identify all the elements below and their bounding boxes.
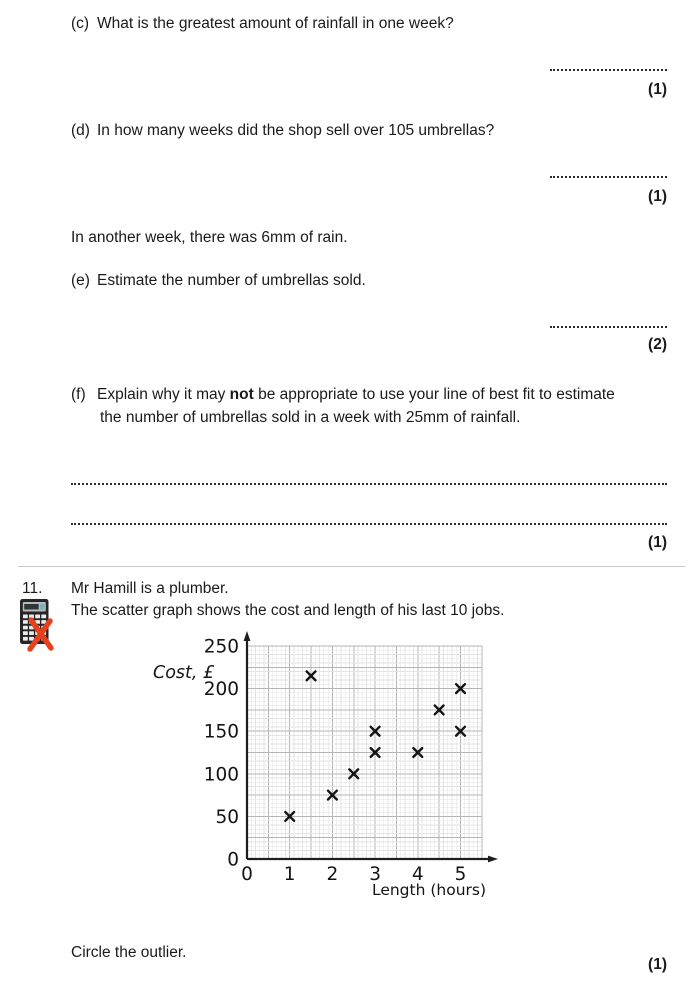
answer-line-d [550,166,667,178]
question-f-text-bold: not [229,386,254,403]
svg-text:4: 4 [411,864,424,885]
answer-line-e [550,316,667,328]
note-text: In another week, there was 6mm of rain. [71,229,348,246]
question-e-label: (e) [71,272,90,289]
question-f-line1 [71,384,671,407]
svg-text:50: 50 [215,806,239,828]
marks-11: (1) [648,956,667,973]
svg-text:0: 0 [227,849,239,871]
marks-f: (1) [648,534,667,551]
calculator-display [24,604,39,610]
question-f [71,384,671,429]
question-d-text: In how many weeks did the shop sell over 105 umbrellas? [97,122,495,139]
svg-text:200: 200 [203,679,239,701]
answer-line-c [550,59,667,71]
question-d-label: (d) [71,122,90,139]
question-11-intro-line1: Mr Hamill is a plumber. [71,580,229,597]
question-f-line2: the number of umbrellas sold in a week with 25mm of rainfall. [100,408,521,426]
question-11-intro-line2: The scatter graph shows the cost and length of his last 10 jobs. [71,602,505,619]
question-e-text: Estimate the number of umbrellas sold. [97,272,366,289]
answer-line-f1 [71,473,667,485]
calculator-solar-panel [40,604,44,610]
marks-c: (1) [648,81,667,98]
section-divider [18,566,685,567]
question-f-text-start: Explain why it may [97,386,230,403]
question-e [71,270,366,293]
y-axis-label: Cost, £ [153,663,215,683]
circle-outlier-instruction: Circle the outlier. [71,944,187,961]
svg-text:1: 1 [283,864,296,885]
svg-text:2: 2 [326,864,339,885]
scatter-graph [140,628,510,908]
svg-text:100: 100 [203,764,239,786]
x-axis-label: Length (hours) [371,881,487,899]
svg-text:3: 3 [369,864,381,885]
svg-text:250: 250 [203,636,239,658]
no-calculator-icon [19,597,57,655]
question-c [71,13,454,36]
question-11-number: 11. [22,580,43,597]
svg-text:0: 0 [241,864,253,885]
marks-d: (1) [648,188,667,205]
question-c-label: (c) [71,15,90,32]
question-d [71,120,494,143]
answer-line-f2 [71,513,667,525]
question-f-text-end: be appropriate to use your line of best fit to estimate [253,386,615,403]
marks-e: (2) [648,336,667,353]
question-c-text: What is the greatest amount of rainfall in one week? [97,15,454,32]
svg-text:5: 5 [454,864,467,885]
question-f-label: (f) [71,386,86,403]
svg-text:150: 150 [203,721,239,743]
